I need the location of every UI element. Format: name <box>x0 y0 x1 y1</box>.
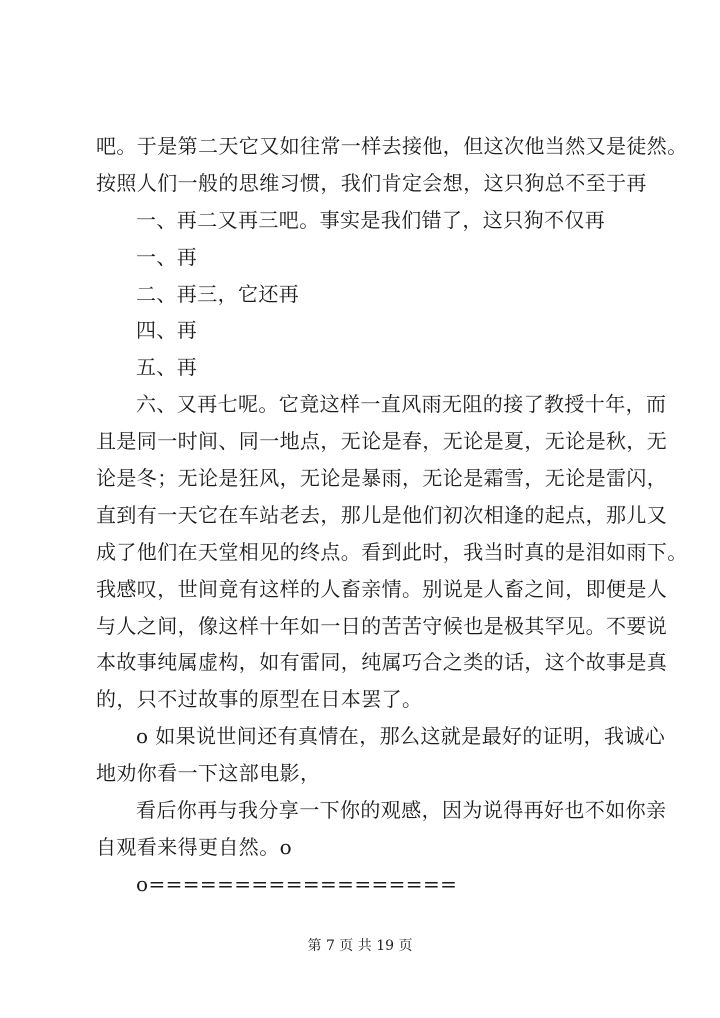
text-line: 与人之间，像这样十年如一日的苦苦守候也是极其罕见。不要说 <box>96 613 668 638</box>
document-body <box>96 128 688 903</box>
text-line: 按照人们一般的思维习惯，我们肯定会想，这只狗总不至于再 <box>96 170 647 195</box>
page-number-footer: 第 7 页 共 19 页 <box>307 938 413 954</box>
text-line: o 如果说世间还有真情在，那么这就是最好的证明，我诚心 <box>136 724 666 749</box>
text-line: 的，只不过故事的原型在日本罢了。 <box>96 687 423 712</box>
text-line: 成了他们在天堂相见的终点。看到此时，我当时真的是泪如雨下。 <box>96 539 688 564</box>
text-line: 直到有一天它在车站老去，那儿是他们初次相逢的起点，那儿又 <box>96 502 668 527</box>
text-line: 论是冬；无论是狂风，无论是暴雨，无论是霜雪，无论是雷闪， <box>96 466 668 491</box>
text-line: 四、再 <box>136 318 198 343</box>
text-line: 且是同一时间、同一地点，无论是春，无论是夏，无论是秋，无 <box>96 429 668 454</box>
text-line: 一、再二又再三吧。事实是我们错了，这只狗不仅再 <box>136 207 606 232</box>
text-line: 看后你再与我分享一下你的观感，因为说得再好也不如你亲 <box>136 798 667 823</box>
text-line: 吧。于是第二天它又如往常一样去接他，但这次他当然又是徒然。 <box>96 134 688 158</box>
text-line: 我感叹，世间竟有这样的人畜亲情。别说是人畜之间，即便是人 <box>96 576 668 601</box>
text-line: 五、再 <box>136 355 198 380</box>
text-line: 一、再 <box>136 244 198 269</box>
text-line: 地劝你看一下这部电影， <box>96 761 321 786</box>
text-line: 二、再三，它还再 <box>136 281 300 306</box>
text-line: 自观看来得更自然。o <box>96 834 293 859</box>
separator-line: o================== <box>136 871 458 896</box>
text-line: 本故事纯属虚构，如有雷同，纯属巧合之类的话，这个故事是真 <box>96 650 668 675</box>
text-line: 六、又再七呢。它竟这样一直风雨无阻的接了教授十年，而 <box>136 392 667 417</box>
